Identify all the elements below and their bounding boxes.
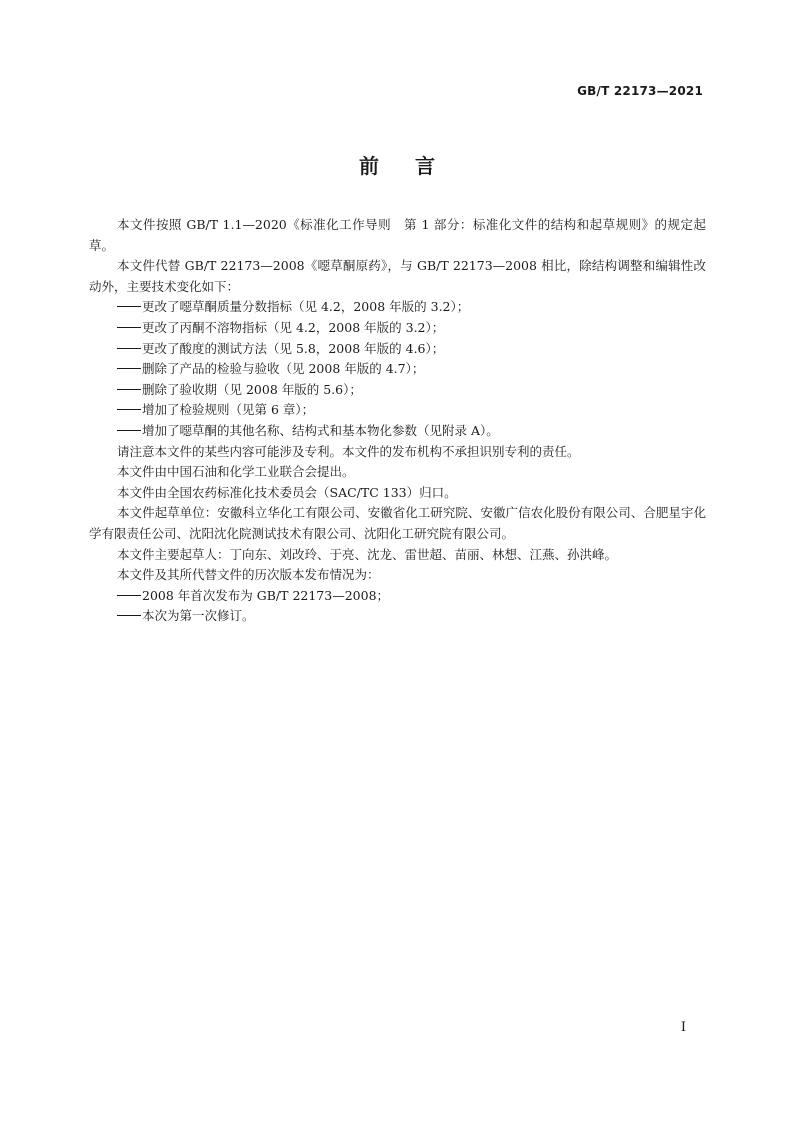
paragraph: 请注意本文件的某些内容可能涉及专利。本文件的发布机构不承担识别专利的责任。 — [117, 443, 580, 459]
dash-marker — [117, 615, 141, 616]
list-item — [89, 318, 706, 339]
dash-marker — [117, 409, 141, 410]
list-item — [89, 380, 706, 401]
dash-marker — [117, 368, 141, 369]
paragraph: 本文件由中国石油和化学工业联合会提出。 — [117, 464, 355, 480]
list-item — [89, 606, 706, 627]
version-history-list — [89, 586, 706, 627]
list-item — [89, 400, 706, 421]
list-item-text: 增加了噁草酮的其他名称、结构式和基本物化参数（见附录 A）。 — [142, 422, 499, 438]
dash-marker — [117, 430, 141, 431]
list-item — [89, 421, 706, 442]
paragraph: 本文件主要起草人：丁向东、刘改玲、于亮、沈龙、雷世超、苗丽、林想、江燕、孙洪峰。 — [117, 546, 618, 562]
technical-changes-list — [89, 297, 706, 441]
list-item-text: 本次为第一次修订。 — [142, 608, 255, 624]
page-number: I — [680, 1020, 686, 1035]
list-item — [89, 359, 706, 380]
foreword-body — [89, 215, 706, 627]
list-item-text: 增加了检验规则（见第 6 章）； — [142, 402, 315, 418]
list-item-text: 删除了验收期（见 2008 年版的 5.6）； — [142, 381, 362, 397]
standard-number: GB/T 22173—2021 — [577, 84, 703, 98]
dash-marker — [117, 306, 141, 307]
paragraph: 本文件起草单位：安徽科立华化工有限公司、安徽省化工研究院、安徽广信农化股份有限公司、合肥星宇化学有限责任公司、沈阳沈化院测试技术有限公司、沈阳化工研究院有限公司。 — [89, 505, 706, 541]
dash-marker — [117, 327, 141, 328]
list-item — [89, 586, 706, 607]
paragraph: 本文件由全国农药标准化技术委员会（SAC/TC 133）归口。 — [117, 484, 457, 500]
dash-marker — [117, 389, 141, 390]
list-item — [89, 339, 706, 360]
list-item-text: 更改了噁草酮质量分数指标（见 4.2，2008 年版的 3.2）； — [142, 299, 470, 315]
list-item-text: 删除了产品的检验与验收（见 2008 年版的 4.7）； — [142, 361, 425, 377]
paragraph: 本文件按照 GB/T 1.1—2020《标准化工作导则 第 1 部分：标准化文件的结构和起草规则》的规定起草。 — [89, 217, 706, 253]
list-item-text: 更改了酸度的测试方法（见 5.8，2008 年版的 4.6）； — [142, 340, 445, 356]
page-title: 前言 — [359, 154, 471, 178]
paragraph: 本文件及其所代替文件的历次版本发布情况为： — [117, 567, 380, 583]
list-item — [89, 297, 706, 318]
dash-marker — [117, 348, 141, 349]
list-item-text: 更改了丙酮不溶物指标（见 4.2，2008 年版的 3.2）； — [142, 319, 445, 335]
list-item-text: 2008 年首次发布为 GB/T 22173—2008； — [142, 587, 390, 603]
dash-marker — [117, 595, 141, 596]
paragraph: 本文件代替 GB/T 22173—2008《噁草酮原药》，与 GB/T 22173—2008 相比，除结构调整和编辑性改动外，主要技术变化如下： — [89, 258, 706, 294]
